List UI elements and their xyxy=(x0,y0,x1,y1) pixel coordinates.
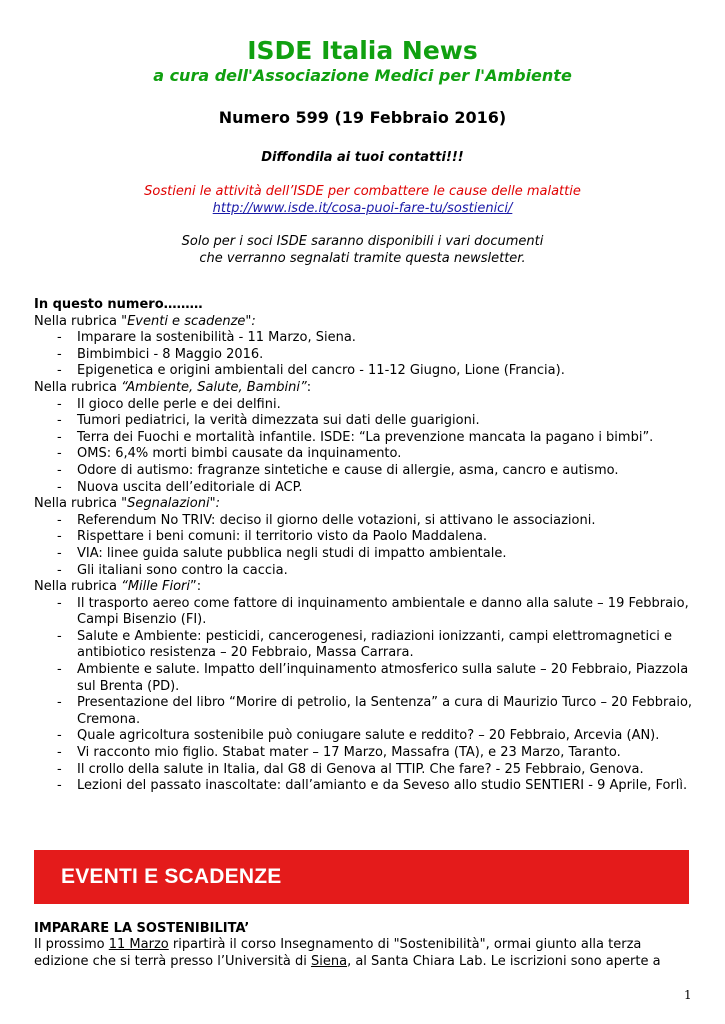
dash-bullet: - xyxy=(57,479,62,495)
list-item xyxy=(34,778,704,795)
list-item-text: Gli italiani sono contro la caccia. xyxy=(77,562,288,578)
rubric-name: “Ambiente, Salute, Bambini” xyxy=(121,379,307,395)
list-item-text: Vi racconto mio figlio. Stabat mater – 17 Marzo, Massafra (TA), e 23 Marzo, Taranto. xyxy=(77,745,621,761)
list-item xyxy=(34,546,704,563)
rubric-suffix: ”: xyxy=(190,579,202,595)
list-item xyxy=(34,480,704,497)
rubric-items xyxy=(34,330,704,380)
list-item xyxy=(34,413,704,430)
list-item xyxy=(34,463,704,480)
list-item-text: Odore di autismo: fragranze sintetiche e cause di allergie, asma, cancro e autismo. xyxy=(77,462,619,478)
list-item-text: Il gioco delle perle e dei delfini. xyxy=(77,396,281,412)
list-item-text: Il crollo della salute in Italia, dal G8 di Genova al TTIP. Che fare? - 25 Febbraio, Genova. xyxy=(77,761,644,777)
list-item-text: Imparare la sostenibilità - 11 Marzo, Siena. xyxy=(77,330,356,346)
dash-bullet: - xyxy=(57,745,62,761)
dash-bullet: - xyxy=(57,512,62,528)
dash-bullet: - xyxy=(57,545,62,561)
list-item xyxy=(34,330,704,347)
list-item-text: Nuova uscita dell’editoriale di ACP. xyxy=(77,479,303,495)
list-item-text: Referendum No TRIV: deciso il giorno delle votazioni, si attivano le associazioni. xyxy=(77,512,596,528)
dash-bullet: - xyxy=(57,778,62,794)
paragraph-part-1: Il prossimo xyxy=(34,937,109,952)
list-item-text: VIA: linee guida salute pubblica negli studi di impatto ambientale. xyxy=(77,545,507,561)
rubric-name: "Eventi e scadenze": xyxy=(121,313,256,329)
rubric-items xyxy=(34,596,704,795)
members-note-line-1: Solo per i soci ISDE saranno disponibili i vari documenti xyxy=(181,234,544,249)
dash-bullet: - xyxy=(57,761,62,777)
rubric-prefix: Nella rubrica xyxy=(34,496,122,512)
paragraph-part-2: ripartirà il corso Insegnamento di "Sostenibilità", ormai giunto alla terza edizione che si terrà presso l’Università di xyxy=(34,937,642,969)
list-item-text: Epigenetica e origini ambientali del cancro - 11-12 Giugno, Lione (Francia). xyxy=(77,363,565,379)
list-item-text: Ambiente e salute. Impatto dell’inquinamento atmosferico sulla salute – 20 Febbraio, Piazzola sul Brenta (PD). xyxy=(77,662,689,694)
dash-bullet: - xyxy=(57,728,62,744)
support-text: Sostieni le attività dell’ISDE per combattere le cause delle malattie xyxy=(144,184,581,199)
dash-bullet: - xyxy=(57,695,62,711)
list-item xyxy=(34,513,704,530)
dash-bullet: - xyxy=(57,396,62,412)
rubric-line xyxy=(34,380,704,397)
rubric-line xyxy=(34,579,704,596)
list-item xyxy=(34,762,704,779)
article-paragraph xyxy=(34,937,694,970)
share-call: Diffondila ai tuoi contatti!!! xyxy=(261,150,464,165)
list-item xyxy=(34,745,704,762)
list-item xyxy=(34,529,704,546)
list-item xyxy=(34,563,704,580)
rubric-name: "Segnalazioni": xyxy=(121,496,220,512)
list-item xyxy=(34,662,704,695)
list-item xyxy=(34,347,704,364)
list-item xyxy=(34,596,704,629)
list-item xyxy=(34,363,704,380)
list-item-text: Tumori pediatrici, la verità dimezzata sui dati delle guarigioni. xyxy=(77,413,480,429)
article-title: IMPARARE LA SOSTENIBILITA’ xyxy=(34,921,250,936)
support-link[interactable]: http://www.isde.it/cosa-puoi-fare-tu/sostienici/ xyxy=(212,201,513,216)
rubric-suffix: : xyxy=(306,379,312,395)
rubric-line xyxy=(34,496,704,513)
dash-bullet: - xyxy=(57,462,62,478)
rubric-name: “Mille Fiori xyxy=(121,579,191,595)
section-banner xyxy=(34,850,689,904)
page-number: 1 xyxy=(684,988,692,1002)
section-banner-label: EVENTI E SCADENZE xyxy=(61,865,282,888)
rubric-prefix: Nella rubrica xyxy=(34,579,122,595)
city-link[interactable]: Siena xyxy=(310,953,348,969)
table-of-contents xyxy=(34,297,704,795)
list-item-text: Rispettare i beni comuni: il territorio visto da Paolo Maddalena. xyxy=(77,529,488,545)
newsletter-title: ISDE Italia News xyxy=(247,36,478,65)
rubric-prefix: Nella rubrica xyxy=(34,313,122,329)
issue-number: Numero 599 (19 Febbraio 2016) xyxy=(218,108,507,127)
list-item xyxy=(34,695,704,728)
rubric-prefix: Nella rubrica xyxy=(34,379,122,395)
toc-rubrics xyxy=(34,314,704,795)
list-item-text: Terra dei Fuochi e mortalità infantile. ISDE: “La prevenzione mancata la pagano i bimbi”. xyxy=(77,429,654,445)
toc-heading: In questo numero……… xyxy=(34,297,203,312)
list-item-text: Il trasporto aereo come fattore di inquinamento ambientale e danno alla salute – 19 Febbraio, Campi Bisenzio (FI). xyxy=(77,595,689,628)
date-link[interactable]: 11 Marzo xyxy=(108,937,169,952)
dash-bullet: - xyxy=(57,429,62,445)
dash-bullet: - xyxy=(57,330,62,346)
list-item-text: Bimbimbici - 8 Maggio 2016. xyxy=(77,346,264,362)
list-item xyxy=(34,397,704,414)
dash-bullet: - xyxy=(57,446,62,462)
list-item-text: Lezioni del passato inascoltate: dall’amianto e da Seveso allo studio SENTIERI - 9 Aprile, Forlì. xyxy=(77,778,688,794)
dash-bullet: - xyxy=(57,628,62,644)
dash-bullet: - xyxy=(57,363,62,379)
list-item xyxy=(34,446,704,463)
list-item-text: OMS: 6,4% morti bimbi causate da inquinamento. xyxy=(77,446,402,462)
list-item-text: Presentazione del libro “Morire di petrolio, la Sentenza” a cura di Maurizio Turco – 20 Febbraio, Cremona. xyxy=(77,695,693,727)
dash-bullet: - xyxy=(57,346,62,362)
rubric-items xyxy=(34,513,704,579)
list-item-text: Quale agricoltura sostenibile può coniugare salute e reddito? – 20 Febbraio, Arcevia (AN). xyxy=(77,728,660,744)
members-note-line-2: che verranno segnalati tramite questa newsletter. xyxy=(199,251,526,266)
dash-bullet: - xyxy=(57,529,62,545)
dash-bullet: - xyxy=(57,562,62,578)
rubric-line xyxy=(34,314,704,331)
dash-bullet: - xyxy=(57,595,62,611)
newsletter-subtitle: a cura dell'Associazione Medici per l'Ambiente xyxy=(153,66,572,85)
list-item-text: Salute e Ambiente: pesticidi, cancerogenesi, radiazioni ionizzanti, campi elettromagnetici e antibiotico resistenza – 20 Febbraio, Massa Carrara. xyxy=(77,628,673,661)
dash-bullet: - xyxy=(57,662,62,678)
list-item xyxy=(34,430,704,447)
paragraph-part-3: , al Santa Chiara Lab. Le iscrizioni sono aperte a xyxy=(347,953,661,969)
list-item xyxy=(34,728,704,745)
list-item xyxy=(34,629,704,662)
dash-bullet: - xyxy=(57,413,62,429)
rubric-items xyxy=(34,397,704,497)
